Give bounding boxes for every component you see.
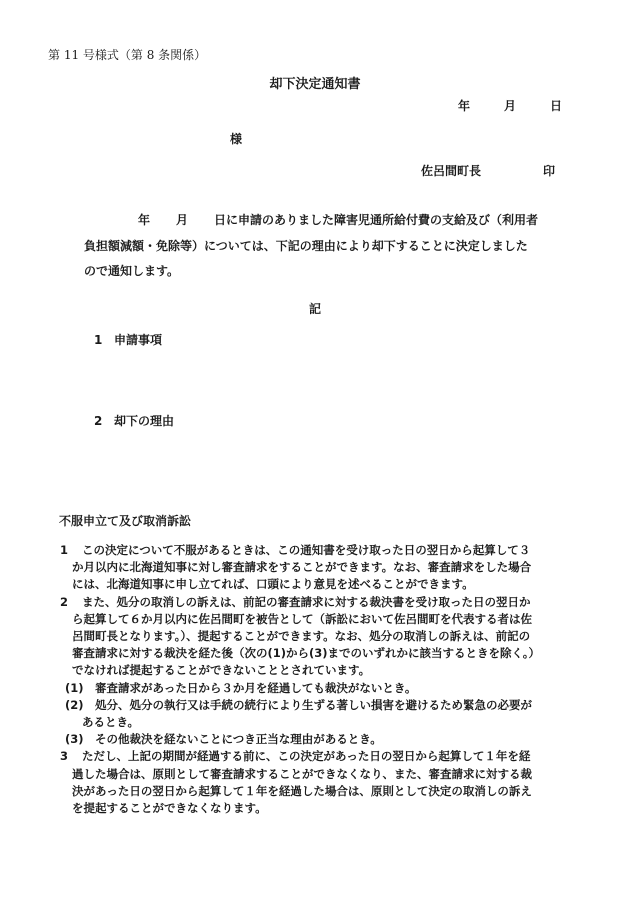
paragraph-line: 呂間町長となります。）、提起することができます。なお、処分の取消しの訴えは、前記の <box>72 629 531 644</box>
paragraph-label: 1 <box>60 543 69 557</box>
sub-item-label: (2) <box>65 697 84 712</box>
body-line-3: ので通知します。 <box>84 264 180 278</box>
paragraph-line: 審査請求に対する裁決を経た後（次の(1)から(3)までのいずれかに該当するときを除く。） <box>72 646 541 661</box>
notice-body <box>84 208 584 285</box>
paragraph-label: 2 <box>60 594 69 609</box>
paragraph-label: 3 <box>60 749 69 764</box>
sub-item-text: その他裁決を経ないことにつき正当な理由があるとき。 <box>95 732 382 747</box>
appeal-notice <box>60 542 590 817</box>
paragraph-line: 決があった日の翌日から起算して１年を経過した場合は、原則として決定の取消しの訴え <box>72 783 532 798</box>
item-application <box>94 331 162 348</box>
ki-heading: 記 <box>308 302 321 316</box>
sub-item-label: (3) <box>65 732 84 747</box>
paragraph-line: でなければ提起することができないこととされています。 <box>72 663 371 678</box>
sub-item-text: あるとき。 <box>82 715 140 730</box>
item-number: 1 <box>94 333 103 347</box>
document-title: 却下決定通知書 <box>269 77 361 92</box>
form-number: 第 11 号様式（第 8 条関係） <box>48 48 207 62</box>
body-line-1-text: 日に申請のありました障害児通所給付費の支給及び（利用者 <box>214 213 539 227</box>
addressee: 様 <box>230 132 243 146</box>
paragraph-3 <box>60 748 590 765</box>
paragraph-2 <box>60 594 590 611</box>
paragraph-1 <box>60 542 590 559</box>
paragraph-line: ただし、上記の期間が経過する前に、この決定があった日の翌日から起算して１年を経 <box>82 749 531 764</box>
paragraph-line: この決定について不服があるときは、この通知書を受け取った日の翌日から起算して３ <box>82 543 531 557</box>
item-label: 申請事項 <box>114 333 163 347</box>
sub-item-3 <box>60 731 590 748</box>
appeal-heading: 不服申立て及び取消訴訟 <box>59 514 192 528</box>
item-rejection-reason <box>94 412 174 429</box>
sub-item-label: (1) <box>65 680 84 695</box>
body-date-month: 月 <box>176 213 189 227</box>
item-label: 却下の理由 <box>114 414 175 428</box>
sub-item-2 <box>60 697 590 714</box>
paragraph-line: また、処分の取消しの訴えは、前記の審査請求に対する裁決書を受け取った日の翌日か <box>82 594 531 609</box>
paragraph-line: か月以内に北海道知事に対し審査請求をすることができます。なお、審査請求をした場合 <box>72 560 532 575</box>
issue-date <box>458 97 562 114</box>
paragraph-line: には、北海道知事に申し立てれば、口頭により意見を述べることができます。 <box>72 577 474 592</box>
sub-item-text: 審査請求があった日から３か月を経過しても裁決がないとき。 <box>95 680 417 695</box>
issuer <box>421 162 555 179</box>
paragraph-line: ら起算して６か月以内に佐呂間町を被告として（訴訟において佐呂間町を代表する者は佐 <box>72 611 532 626</box>
issuer-name: 佐呂間町長 <box>421 164 482 178</box>
sub-item-1 <box>60 680 590 697</box>
body-date-year: 年 <box>138 213 151 227</box>
body-line-2: 負担額減額・免除等）については、下記の理由により却下することに決定しました <box>84 238 528 253</box>
seal-mark: 印 <box>543 164 556 178</box>
paragraph-line: 過した場合は、原則として審査請求することができなくなり、また、審査請求に対する裁 <box>72 766 532 781</box>
item-number: 2 <box>94 414 103 428</box>
date-month: 月 <box>504 99 517 113</box>
body-line-1 <box>84 208 584 234</box>
sub-item-text: 処分、処分の執行又は手続の続行により生ずる著しい損害を避けるため緊急の必要が <box>95 697 532 712</box>
date-day: 日 <box>550 99 563 113</box>
paragraph-line: を提起することができなくなります。 <box>72 801 267 816</box>
date-year: 年 <box>458 99 471 113</box>
